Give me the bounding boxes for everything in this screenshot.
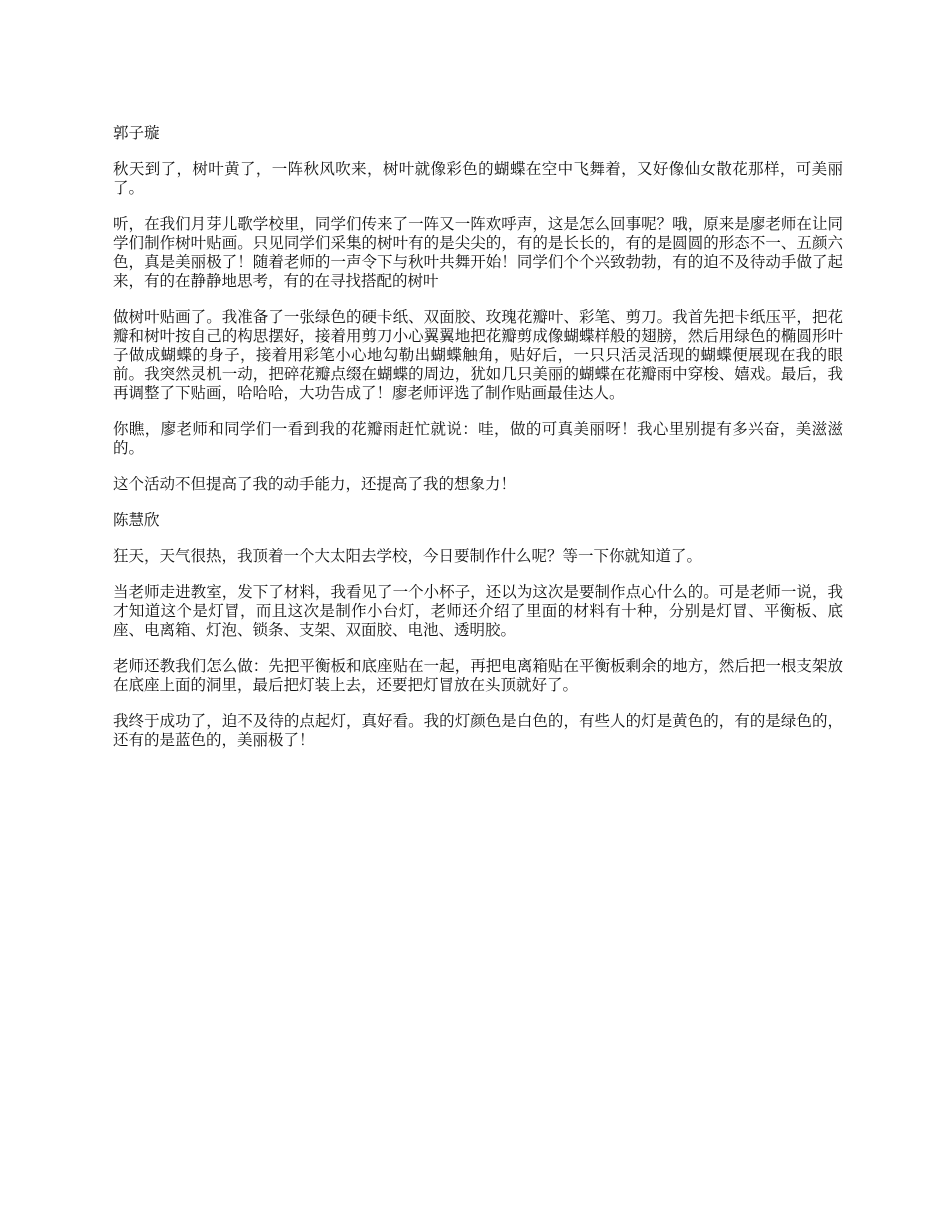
paragraph: 秋天到了，树叶黄了，一阵秋风吹来，树叶就像彩色的蝴蝶在空中飞舞着，又好像仙女散花那样，可美丽了。	[113, 160, 843, 197]
author-name: 陈慧欣	[113, 511, 160, 529]
paragraph: 做树叶贴画了。我准备了一张绿色的硬卡纸、双面胶、玫瑰花瓣叶、彩笔、剪刀。我首先把卡纸压平，把花瓣和树叶按自己的构思摆好，接着用剪刀小心翼翼地把花瓣剪成像蝴蝶样般的翅膀，然后用绿色的椭圆形叶子做成蝴蝶的身子，接着用彩笔小心地勾勒出蝴蝶触角，贴好后，一只只活灵活现的蝴蝶便展现在我的眼前。我突然灵机一动，把碎花瓣点缀在蝴蝶的周边，犹如几只美丽的蝴蝶在花瓣雨中穿梭、嬉戏。最后，我再调整了下贴画，哈哈哈，大功告成了！廖老师评选了制作贴画最佳达人。	[113, 308, 843, 402]
paragraph: 老师还教我们怎么做：先把平衡板和底座贴在一起，再把电离箱贴在平衡板剩余的地方，然后把一根支架放在底座上面的洞里，最后把灯装上去，还要把灯冒放在头顶就好了。	[113, 657, 843, 694]
paragraph: 当老师走进教室，发下了材料，我看见了一个小杯子，还以为这次是要制作点心什么的。可是老师一说，我才知道这个是灯冒，而且这次是制作小台灯，老师还介绍了里面的材料有十种，分别是灯冒、平衡板、底座、电离箱、灯泡、锁条、支架、双面胶、电池、透明胶。	[113, 583, 843, 639]
paragraph: 我终于成功了，迫不及待的点起灯，真好看。我的灯颜色是白色的，有些人的灯是黄色的，有的是绿色的，还有的是蓝色的，美丽极了！	[113, 712, 843, 749]
author-name: 郭子璇	[113, 124, 160, 142]
paragraph: 狂天，天气很热，我顶着一个大太阳去学校，今日要制作什么呢？等一下你就知道了。	[113, 547, 703, 565]
document-body	[113, 124, 843, 767]
paragraph: 你瞧，廖老师和同学们一看到我的花瓣雨赶忙就说：哇，做的可真美丽呀！我心里别提有多兴奋，美滋滋的。	[113, 420, 843, 457]
paragraph: 这个活动不但提高了我的动手能力，还提高了我的想象力！	[113, 475, 517, 493]
paragraph: 听，在我们月芽儿歌学校里，同学们传来了一阵又一阵欢呼声，这是怎么回事呢？哦，原来是廖老师在让同学们制作树叶贴画。只见同学们采集的树叶有的是尖尖的，有的是长长的，有的是圆圆的形态不一、五颜六色，真是美丽极了！随着老师的一声令下与秋叶共舞开始！同学们个个兴致勃勃，有的迫不及待动手做了起来，有的在静静地思考，有的在寻找搭配的树叶	[113, 215, 843, 290]
